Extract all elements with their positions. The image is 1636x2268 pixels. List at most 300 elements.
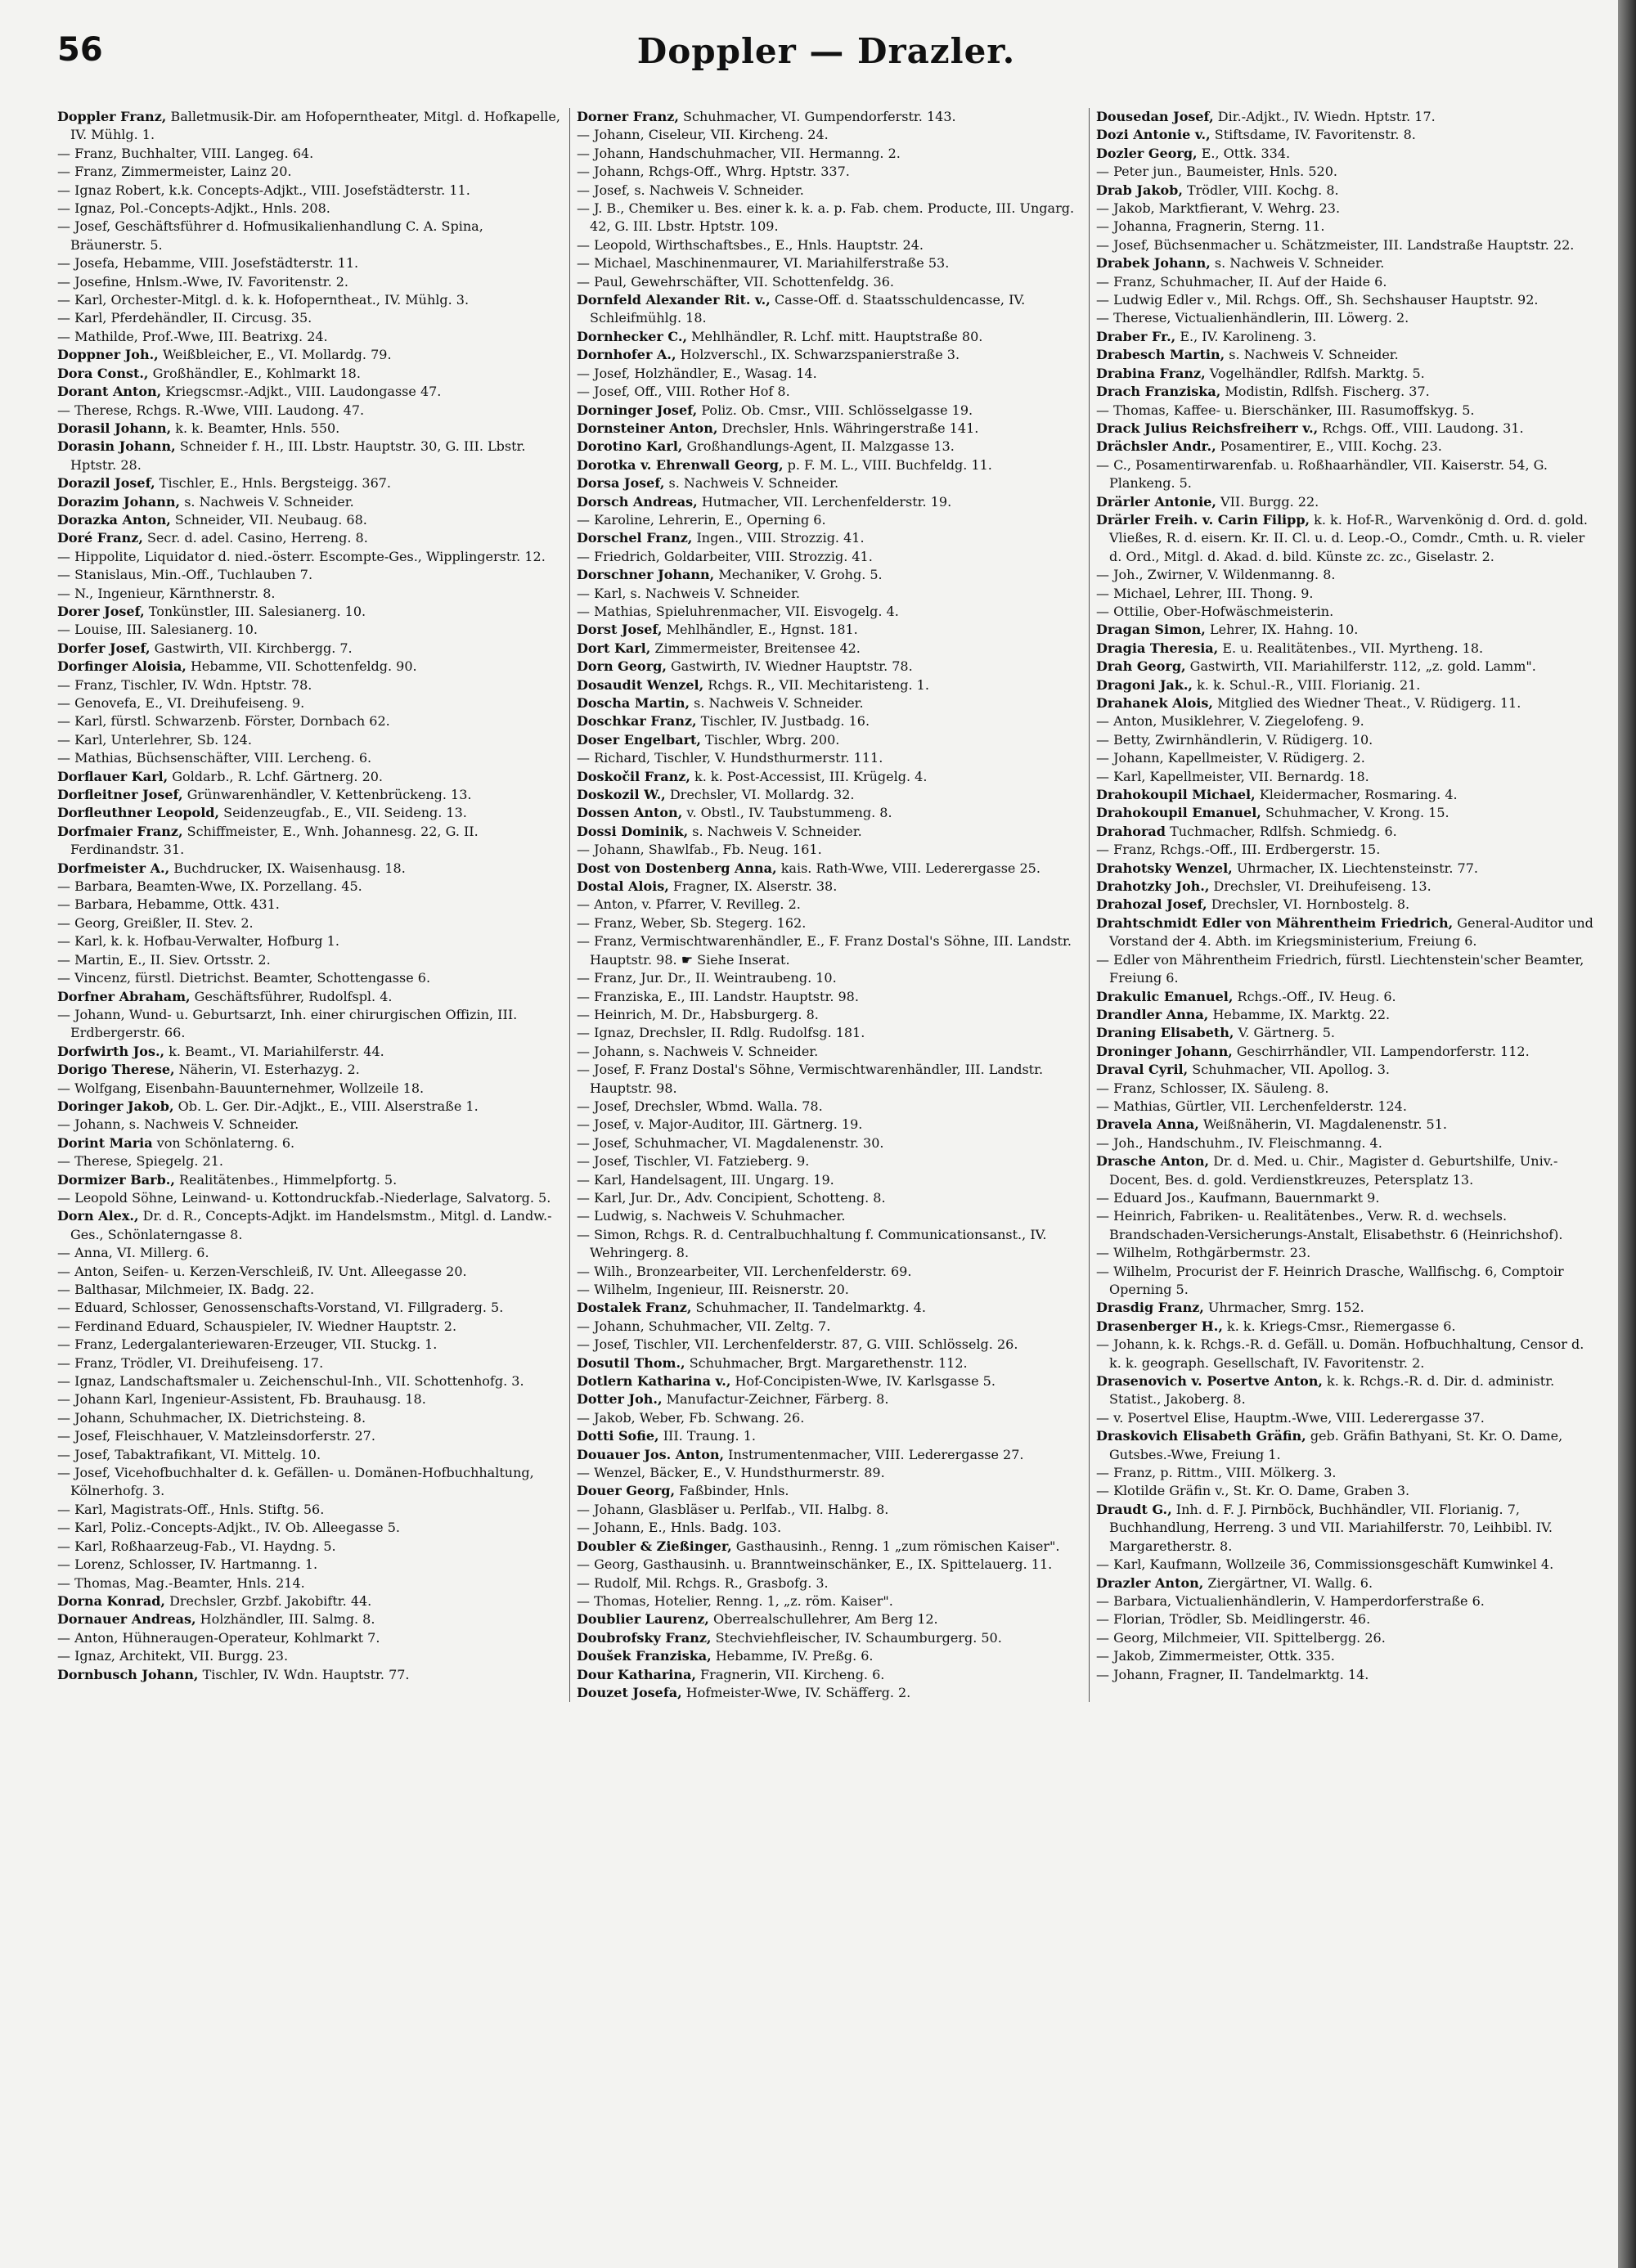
entry-details: — v. Posertvel Elise, Hauptm.-Wwe, VIII. Lederergasse 37.	[1096, 1409, 1485, 1426]
directory-entry	[577, 914, 1081, 932]
entry-details: — Wilhelm, Ingenieur, III. Reisnerstr. 20.	[577, 1282, 849, 1297]
directory-entry	[1096, 1409, 1600, 1427]
directory-entry	[1096, 1666, 1600, 1684]
directory-entry	[1096, 1263, 1600, 1300]
directory-entry	[1096, 182, 1600, 200]
entry-details: — Johann Karl, Ingenieur-Assistent, Fb. Brauhausg. 18.	[57, 1391, 426, 1408]
directory-entry	[1096, 1299, 1600, 1317]
entry-details: — Anton, Musiklehrer, V. Ziegelofeng. 9.	[1096, 713, 1364, 730]
directory-entry	[57, 823, 561, 860]
entry-surname: Dorn Georg,	[577, 658, 667, 675]
entry-details: III. Traung. 1.	[663, 1428, 756, 1444]
entry-details: — Franz, Trödler, VI. Dreihufeiseng. 17.	[57, 1354, 324, 1371]
entry-details: Grünwarenhändler, V. Kettenbrückeng. 13.	[187, 787, 472, 803]
entry-surname: Dorfwirth Jos.,	[57, 1043, 165, 1059]
directory-entry	[1096, 493, 1600, 511]
directory-entry	[1096, 1647, 1600, 1665]
directory-entry	[57, 988, 561, 1006]
entry-details: Buchdrucker, IX. Waisenhausg. 18.	[173, 860, 406, 876]
entry-details: — Josef, Off., VIII. Rother Hof 8.	[577, 384, 790, 400]
entry-surname: Doré Franz,	[57, 530, 143, 546]
entry-details: E., Ottk. 334.	[1201, 145, 1291, 161]
entry-details: — Genovefa, E., VI. Dreihufeiseng. 9.	[57, 695, 305, 711]
entry-details: — Ignaz, Drechsler, II. Rdlg. Rudolfsg. 181.	[577, 1025, 865, 1041]
entry-details: — Heinrich, Fabriken- u. Realitätenbes., Verw. R. d. wechsels. Brandschaden-Versicherungs-Anstalt, Elisabethstr. 6 (Heinrichshof).	[1096, 1208, 1563, 1242]
entry-surname: Dorst Josef,	[577, 622, 663, 638]
column-2	[569, 108, 1081, 1702]
entry-details: Hofmeister-Wwe, IV. Schäfferg. 2.	[685, 1684, 911, 1700]
directory-entry	[577, 749, 1081, 767]
entry-details: Tischler, E., Hnls. Bergsteigg. 367.	[159, 475, 392, 492]
directory-entry	[57, 254, 561, 272]
entry-details: Gastwirth, VII. Kirchbergg. 7.	[154, 640, 353, 656]
entry-surname: Doublier Laurenz,	[577, 1611, 709, 1628]
entry-surname: Drahtschmidt Edler von Mährentheim Friedrich,	[1096, 914, 1454, 931]
directory-entry	[1096, 1464, 1600, 1482]
entry-details: Großhandlungs-Agent, II. Malzgasse 13.	[686, 438, 955, 455]
entry-details: Weißnäherin, VI. Magdalenenstr. 51.	[1202, 1116, 1447, 1133]
entry-surname: Dorfinger Aloisia,	[57, 658, 187, 675]
directory-entry	[577, 402, 1081, 420]
directory-entry	[57, 1098, 561, 1116]
directory-entry	[577, 1501, 1081, 1519]
directory-entry	[57, 1574, 561, 1592]
entry-details: — Johanna, Fragnerin, Sterng. 11.	[1096, 218, 1325, 235]
entry-surname: Drärler Antonie,	[1096, 493, 1216, 510]
entry-details: Ziergärtner, VI. Wallg. 6.	[1207, 1574, 1373, 1591]
entry-surname: Doubler & Zießinger,	[577, 1538, 732, 1554]
directory-entry	[1096, 200, 1600, 218]
entry-details: Hof-Concipisten-Wwe, IV. Karlsgasse 5.	[735, 1373, 996, 1390]
directory-entry	[577, 1390, 1081, 1408]
directory-entry	[577, 163, 1081, 181]
directory-entry	[1096, 1427, 1600, 1464]
entry-details: — Josef, Vicehofbuchhalter d. k. Gefällen- u. Domänen-Hofbuchhaltung, Kölnerhofg. 3.	[57, 1465, 534, 1499]
entry-details: Manufactur-Zeichner, Färberg. 8.	[666, 1391, 889, 1408]
directory-entry	[1096, 676, 1600, 694]
entry-surname: Dornhofer A.,	[577, 347, 676, 363]
entry-details: — Franz, Jur. Dr., II. Weintraubeng. 10.	[577, 970, 837, 986]
entry-surname: Doskočil Franz,	[577, 768, 690, 784]
directory-entry	[577, 896, 1081, 914]
directory-entry	[57, 291, 561, 309]
directory-entry	[577, 529, 1081, 547]
entry-details: Dr. d. Med. u. Chir., Magister d. Geburtshilfe, Univ.-Docent, Bes. d. gold. Verdienstkreuzes, Petersplatz 13.	[1109, 1153, 1558, 1188]
directory-entry	[577, 1464, 1081, 1482]
entry-details: Mehlhändler, E., Hgnst. 181.	[666, 622, 858, 638]
entry-surname: Dossen Anton,	[577, 805, 683, 821]
entry-details: — Wolfgang, Eisenbahn-Bauunternehmer, Wollzeile 18.	[57, 1080, 425, 1096]
directory-entry	[1096, 1116, 1600, 1134]
directory-entry	[1096, 914, 1600, 951]
directory-entry	[57, 365, 561, 383]
directory-entry	[1096, 878, 1600, 896]
directory-entry	[577, 456, 1081, 474]
entry-details: Fragner, IX. Alserstr. 38.	[672, 878, 838, 895]
entry-details: Tonkünstler, III. Salesianerg. 10.	[148, 603, 366, 619]
directory-entry	[577, 474, 1081, 492]
entry-details: — Wenzel, Bäcker, E., V. Hundsthurmerstr. 89.	[577, 1465, 885, 1481]
entry-surname: Draning Elisabeth,	[1096, 1025, 1234, 1041]
entry-details: — Josefine, Hnlsm.-Wwe, IV. Favoritenstr. 2.	[57, 273, 348, 290]
entry-details: Faßbinder, Hnls.	[679, 1483, 789, 1499]
directory-entry	[577, 511, 1081, 529]
directory-entry	[1096, 1024, 1600, 1042]
entry-details: Fragnerin, VII. Kircheng. 6.	[700, 1666, 885, 1682]
directory-entry	[1096, 365, 1600, 383]
entry-details: VII. Burgg. 22.	[1220, 493, 1319, 510]
directory-entry	[577, 548, 1081, 566]
directory-entry	[577, 804, 1081, 822]
entry-surname: Drärler Freih. v. Carin Filipp,	[1096, 511, 1310, 528]
entry-details: Drechsler, VI. Hornbostelg. 8.	[1211, 896, 1410, 913]
entry-surname: Drazler Anton,	[1096, 1574, 1204, 1591]
directory-entry	[577, 1610, 1081, 1628]
directory-entry	[577, 676, 1081, 694]
entry-details: k. k. Kriegs-Cmsr., Riemergasse 6.	[1227, 1318, 1456, 1334]
directory-entry	[1096, 438, 1600, 456]
entry-details: — Barbara, Beamten-Wwe, IX. Porzellang. 45.	[57, 878, 362, 895]
directory-entry	[577, 1336, 1081, 1354]
entry-details: — Josef, v. Major-Auditor, III. Gärtnerg. 19.	[577, 1116, 863, 1133]
directory-entry	[1096, 621, 1600, 639]
directory-entry	[577, 988, 1081, 1006]
entry-details: — Franz, Tischler, IV. Wdn. Hptstr. 78.	[57, 676, 312, 693]
directory-entry	[1096, 988, 1600, 1006]
entry-details: Dir.-Adjkt., IV. Wiedn. Hptstr. 17.	[1217, 109, 1436, 124]
entry-details: Dr. d. R., Concepts-Adjkt. im Handelsmstm., Mitgl. d. Landw.-Ges., Schönlaterngasse 8.	[70, 1208, 552, 1242]
entry-surname: Doppler Franz,	[57, 109, 167, 124]
directory-entry	[57, 108, 561, 145]
directory-entry	[57, 969, 561, 987]
entry-surname: Drach Franziska,	[1096, 384, 1221, 400]
entry-surname: Dornauer Andreas,	[57, 1611, 196, 1628]
directory-entry	[1096, 749, 1600, 767]
directory-entry	[1096, 309, 1600, 327]
directory-entry	[1096, 841, 1600, 859]
directory-entry	[577, 878, 1081, 896]
directory-entry	[57, 658, 561, 676]
directory-entry	[577, 145, 1081, 163]
entry-details: — Franz, Buchhalter, VIII. Langeg. 64.	[57, 145, 314, 161]
directory-entry	[57, 420, 561, 438]
directory-entry	[1096, 1134, 1600, 1152]
directory-entry	[577, 126, 1081, 144]
directory-entry	[57, 1501, 561, 1519]
entry-details: — Anton, Seifen- u. Kerzen-Verschleiß, IV. Unt. Alleegasse 20.	[57, 1263, 467, 1279]
entry-details: — Karl, Orchester-Mitgl. d. k. k. Hofoperntheat., IV. Mühlg. 3.	[57, 292, 470, 308]
entry-surname: Douer Georg,	[577, 1483, 676, 1499]
entry-details: Hebamme, IX. Marktg. 22.	[1212, 1006, 1391, 1022]
directory-entry	[57, 786, 561, 804]
entry-details: p. F. M. L., VIII. Buchfeldg. 11.	[787, 456, 992, 473]
entry-details: — Michael, Lehrer, III. Thong. 9.	[1096, 585, 1314, 601]
entry-details: — Stanislaus, Min.-Off., Tuchlauben 7.	[57, 567, 313, 583]
entry-details: Schuhmacher, II. Tandelmarktg. 4.	[695, 1300, 926, 1316]
directory-entry	[57, 603, 561, 621]
directory-entry	[577, 1556, 1081, 1574]
directory-entry	[1096, 420, 1600, 438]
directory-entry	[57, 694, 561, 712]
entry-details: Realitätenbes., Himmelpfortg. 5.	[179, 1171, 398, 1188]
entry-details: — Barbara, Hebamme, Ottk. 431.	[57, 896, 280, 913]
entry-details: Rchgs.-Off., IV. Heug. 6.	[1237, 988, 1396, 1004]
entry-surname: Dorschner Johann,	[577, 567, 715, 583]
entry-surname: Dorfer Josef,	[57, 640, 151, 656]
column-3	[1089, 108, 1600, 1702]
entry-surname: Dorfleuthner Leopold,	[57, 805, 220, 821]
entry-details: — Karl, Handelsagent, III. Ungarg. 19.	[577, 1171, 834, 1188]
entry-details: Oberrealschullehrer, Am Berg 12.	[712, 1611, 938, 1628]
entry-details: Geschirrhändler, VII. Lampendorferstr. 112.	[1236, 1043, 1530, 1059]
entry-surname: Draber Fr.,	[1096, 328, 1176, 344]
entry-details: Uhrmacher, IX. Liechtensteinstr. 77.	[1236, 860, 1478, 876]
entry-details: — Josef, Fleischhauer, V. Matzleinsdorferstr. 27.	[57, 1428, 375, 1444]
entry-surname: Dragia Theresia,	[1096, 640, 1219, 656]
entry-surname: Dorer Josef,	[57, 603, 145, 619]
entry-details: — Karl, Pferdehändler, II. Circusg. 35.	[57, 310, 312, 326]
directory-entry	[57, 346, 561, 364]
directory-entry	[1096, 1244, 1600, 1262]
entry-details: — Karl, k. k. Hofbau-Verwalter, Hofburg 1.	[57, 933, 339, 950]
directory-entry	[577, 640, 1081, 658]
entry-details: E., IV. Karolineng. 3.	[1180, 328, 1317, 344]
entry-surname: Drahotzky Joh.,	[1096, 878, 1210, 895]
directory-entry	[1096, 768, 1600, 786]
entry-details: — Johann, Fragner, II. Tandelmarktg. 14.	[1096, 1666, 1369, 1682]
directory-entry	[577, 1354, 1081, 1372]
entry-details: — Wilhelm, Procurist der F. Heinrich Drasche, Wallfischg. 6, Comptoir Operning 5.	[1096, 1263, 1564, 1297]
directory-entry	[577, 1519, 1081, 1537]
directory-entry	[57, 1189, 561, 1207]
entry-details: k. k. Post-Accessist, III. Krügelg. 4.	[694, 768, 928, 784]
entry-details: Kriegscmsr.-Adjkt., VIII. Laudongasse 47.	[165, 384, 442, 400]
entry-surname: Dornsteiner Anton,	[577, 420, 718, 436]
entry-details: — Josef, Tabaktrafikant, VI. Mittelg. 10.	[57, 1446, 321, 1462]
directory-entry	[57, 182, 561, 200]
entry-details: — C., Posamentirwarenfab. u. Roßhaarhändler, VII. Kaiserstr. 54, G. Plankeng. 5.	[1096, 456, 1548, 492]
entry-details: k. Beamt., VI. Mariahilferstr. 44.	[169, 1043, 384, 1059]
entry-details: — Wilhelm, Rothgärbermstr. 23.	[1096, 1245, 1311, 1261]
entry-details: k. k. Hof-R., Warvenkönig d. Ord. d. gold. Vließes, R. d. eisern. Kr. II. Cl. u. d. Leop.-O., Comdr., Cmth. u. R. vieler d. Ord., Mitgl. d. Akad. d. bild. Künste zc. zc., Giselastr. 2.	[1109, 511, 1589, 564]
directory-entry	[1096, 273, 1600, 291]
entry-surname: Drab Jakob,	[1096, 182, 1183, 198]
entry-details: — Franz, Schlosser, IX. Säuleng. 8.	[1096, 1080, 1329, 1096]
entry-surname: Doscha Martin,	[577, 695, 690, 711]
entry-surname: Doser Engelbart,	[577, 731, 701, 748]
entry-details: — Mathias, Gürtler, VII. Lerchenfelderstr. 124.	[1096, 1098, 1407, 1114]
entry-details: Instrumentenmacher, VIII. Lederergasse 27.	[728, 1446, 1024, 1462]
entry-details: — Martin, E., II. Siev. Ortsstr. 2.	[57, 951, 271, 968]
directory-entry	[577, 365, 1081, 383]
entry-surname: Dostal Alois,	[577, 878, 669, 895]
entry-details: — Karl, s. Nachweis V. Schneider.	[577, 585, 801, 601]
directory-entry	[577, 420, 1081, 438]
entry-details: — Georg, Greißler, II. Stev. 2.	[57, 914, 254, 931]
directory-entry	[57, 1080, 561, 1098]
entry-details: — Ottilie, Ober-Hofwäschmeisterin.	[1096, 603, 1334, 619]
entry-surname: Dorsch Andreas,	[577, 493, 698, 510]
entry-details: — Johann, Shawlfab., Fb. Neug. 161.	[577, 842, 822, 858]
entry-details: — Franz, p. Rittm., VIII. Mölkerg. 3.	[1096, 1465, 1337, 1481]
entry-surname: Dotti Sofie,	[577, 1428, 659, 1444]
entry-surname: Dorn Alex.,	[57, 1208, 139, 1224]
entry-details: — Balthasar, Milchmeier, IX. Badg. 22.	[57, 1282, 315, 1297]
entry-details: — J. B., Chemiker u. Bes. einer k. k. a. p. Fab. chem. Producte, III. Ungarg. 42, G. III. Lbstr. Hptstr. 109.	[577, 200, 1075, 235]
entry-surname: Dorner Franz,	[577, 109, 679, 124]
entry-surname: Dour Katharina,	[577, 1666, 696, 1682]
entry-surname: Dorigo Therese,	[57, 1062, 175, 1078]
entry-details: — Rudolf, Mil. Rchgs. R., Grasbofg. 3.	[577, 1574, 829, 1591]
directory-entry	[577, 585, 1081, 603]
directory-entry	[577, 1152, 1081, 1170]
directory-entry	[577, 712, 1081, 730]
entry-details: — Karl, Kaufmann, Wollzeile 36, Commissionsgeschäft Kumwinkel 4.	[1096, 1556, 1554, 1573]
running-head: Doppler — Drazler.	[636, 31, 1016, 71]
entry-details: — Wilh., Bronzearbeiter, VII. Lerchenfelderstr. 69.	[577, 1263, 912, 1279]
entry-details: Schuhmacher, VII. Apollog. 3.	[1192, 1062, 1390, 1078]
directory-entry	[577, 1189, 1081, 1207]
directory-entry	[57, 1592, 561, 1610]
entry-details: Geschäftsführer, Rudolfspl. 4.	[194, 988, 393, 1004]
entry-surname: Dotlern Katharina v.,	[577, 1373, 731, 1390]
directory-entry	[1096, 1556, 1600, 1574]
directory-entry	[1096, 402, 1600, 420]
entry-details: Schuhmacher, VI. Gumpendorferstr. 143.	[683, 109, 956, 124]
entry-surname: Draval Cyril,	[1096, 1062, 1189, 1078]
directory-entry	[1096, 731, 1600, 749]
directory-entry	[577, 566, 1081, 584]
entry-details: k. k. Beamter, Hnls. 550.	[175, 420, 340, 436]
entry-details: — Johann, Schuhmacher, VII. Zeltg. 7.	[577, 1318, 831, 1334]
entry-surname: Dorazil Josef,	[57, 475, 155, 492]
entry-details: k. k. Schul.-R., VIII. Florianig. 21.	[1197, 676, 1421, 693]
entry-details: — Eduard, Schlosser, Genossenschafts-Vorstand, VI. Fillgraderg. 5.	[57, 1300, 504, 1316]
entry-details: Schuhmacher, V. Krong. 15.	[1265, 805, 1449, 821]
directory-entry	[577, 1263, 1081, 1281]
directory-entry	[1096, 1610, 1600, 1628]
directory-entry	[577, 200, 1081, 236]
entry-surname: Drahotsky Wenzel,	[1096, 860, 1233, 876]
directory-entry	[577, 1024, 1081, 1042]
entry-details: — Leopold Söhne, Leinwand- u. Kottondruckfab.-Niederlage, Salvatorg. 5.	[57, 1189, 551, 1206]
directory-entry	[577, 694, 1081, 712]
directory-entry	[577, 932, 1081, 969]
directory-entry	[57, 1336, 561, 1354]
entry-details: — Josef, Tischler, VI. Fatzieberg. 9.	[577, 1153, 810, 1170]
entry-surname: Dorfner Abraham,	[57, 988, 191, 1004]
directory-entry	[1096, 896, 1600, 914]
directory-entry	[57, 749, 561, 767]
entry-details: — Johann, s. Nachweis V. Schneider.	[57, 1116, 299, 1133]
directory-entry	[57, 1427, 561, 1445]
directory-entry	[577, 108, 1081, 126]
entry-details: — Simon, Rchgs. R. d. Centralbuchhaltung f. Communicationsanst., IV. Wehringerg. 8.	[577, 1226, 1047, 1261]
entry-details: — Karl, Poliz.-Concepts-Adjkt., IV. Ob. Alleegasse 5.	[57, 1520, 400, 1536]
entry-details: kais. Rath-Wwe, VIII. Lederergasse 25.	[780, 860, 1040, 876]
entry-details: — Richard, Tischler, V. Hundsthurmerstr. 111.	[577, 750, 883, 766]
entry-details: — Josef, Schuhmacher, VI. Magdalenenstr. 30.	[577, 1134, 884, 1151]
directory-entry	[57, 328, 561, 346]
entry-details: — Anna, VI. Millerg. 6.	[57, 1245, 209, 1261]
entry-details: Tuchmacher, Rdlfsh. Schmiedg. 6.	[1170, 823, 1397, 839]
directory-entry	[577, 731, 1081, 749]
entry-details: Schiffmeister, E., Wnh. Johannesg. 22, G. II. Ferdinandstr. 31.	[70, 823, 479, 858]
entry-details: E. u. Realitätenbes., VII. Myrtheng. 18.	[1222, 640, 1484, 656]
directory-entry	[1096, 1629, 1600, 1647]
directory-entry	[577, 1098, 1081, 1116]
entry-details: — Therese, Victualienhändlerin, III. Löwerg. 2.	[1096, 310, 1409, 326]
entry-details: — Johann, Ciseleur, VII. Kircheng. 24.	[577, 127, 829, 143]
entry-surname: Douauer Jos. Anton,	[577, 1446, 725, 1462]
entry-details: — Franz, Zimmermeister, Lainz 20.	[57, 164, 292, 180]
directory-entry	[57, 1610, 561, 1628]
entry-details: Hebamme, IV. Preßg. 6.	[715, 1648, 874, 1664]
directory-entry	[1096, 126, 1600, 144]
entry-details: — Karl, Jur. Dr., Adv. Concipient, Schotteng. 8.	[577, 1189, 886, 1206]
directory-entry	[57, 200, 561, 218]
directory-entry	[57, 951, 561, 969]
entry-surname: Draskovich Elisabeth Gräfin,	[1096, 1428, 1306, 1444]
entry-details: Schneider f. H., III. Lbstr. Hauptstr. 30, G. III. Lbstr. Hptstr. 28.	[70, 438, 526, 473]
directory-entry	[1096, 1336, 1600, 1372]
entry-surname: Dravela Anna,	[1096, 1116, 1199, 1133]
entry-details: k. k. Rchgs.-R. d. Dir. d. administr. Statist., Jakoberg. 8.	[1109, 1373, 1555, 1408]
entry-details: s. Nachweis V. Schneider.	[694, 695, 864, 711]
entry-surname: Drabesch Martin,	[1096, 347, 1225, 363]
directory-entry	[577, 1116, 1081, 1134]
entry-details: Weißbleicher, E., VI. Mollardg. 79.	[162, 347, 392, 363]
entry-details: — Johann, Kapellmeister, V. Rüdigerg. 2.	[1096, 750, 1365, 766]
directory-entry	[577, 346, 1081, 364]
entry-surname: Dorotka v. Ehrenwall Georg,	[577, 456, 784, 473]
entry-details: — Vincenz, fürstl. Dietrichst. Beamter, Schottengasse 6.	[57, 970, 431, 986]
directory-entry	[577, 493, 1081, 511]
entry-details: s. Nachweis V. Schneider.	[1214, 255, 1385, 272]
entry-details: Ingen., VIII. Strozzig. 41.	[696, 530, 865, 546]
entry-details: — Eduard Jos., Kaufmann, Bauernmarkt 9.	[1096, 1189, 1380, 1206]
entry-details: — Anton, v. Pfarrer, V. Revilleg. 2.	[577, 896, 801, 913]
entry-details: — Johann, Glasbläser u. Perlfab., VII. Halbg. 8.	[577, 1501, 889, 1517]
directory-entry	[1096, 1482, 1600, 1500]
entry-details: Secr. d. adel. Casino, Herreng. 8.	[146, 530, 368, 546]
directory-entry	[577, 860, 1081, 878]
entry-details: Casse-Off. d. Staatsschuldencasse, IV. Schleifmühlg. 18.	[590, 292, 1026, 326]
directory-entry	[1096, 1501, 1600, 1556]
entry-details: Hutmacher, VII. Lerchenfelderstr. 19.	[701, 493, 952, 510]
entry-surname: Doubrofsky Franz,	[577, 1629, 712, 1646]
entry-details: — Johann, E., Hnls. Badg. 103.	[577, 1520, 782, 1536]
directory-entry	[57, 621, 561, 639]
directory-entry	[577, 1226, 1081, 1263]
entry-details: s. Nachweis V. Schneider.	[692, 823, 862, 839]
entry-surname: Dorant Anton,	[57, 384, 162, 400]
directory-entry	[57, 548, 561, 566]
directory-entry	[57, 1134, 561, 1152]
directory-entry	[57, 896, 561, 914]
directory-entry	[1096, 145, 1600, 163]
entry-details: — Hippolite, Liquidator d. nied.-österr. Escompte-Ges., Wipplingerstr. 12.	[57, 548, 546, 564]
entry-details: Mechaniker, V. Grohg. 5.	[718, 567, 883, 583]
entry-details: Tischler, IV. Wdn. Hauptstr. 77.	[202, 1666, 410, 1682]
entry-details: Uhrmacher, Smrg. 152.	[1207, 1300, 1364, 1316]
directory-entry	[1096, 712, 1600, 730]
entry-surname: Dormizer Barb.,	[57, 1171, 175, 1188]
directory-entry	[57, 402, 561, 420]
directory-entry	[1096, 218, 1600, 236]
entry-details: — Joh., Zwirner, V. Wildenmanng. 8.	[1096, 567, 1336, 583]
entry-details: — Barbara, Victualienhändlerin, V. Hamperdorferstraße 6.	[1096, 1592, 1485, 1609]
